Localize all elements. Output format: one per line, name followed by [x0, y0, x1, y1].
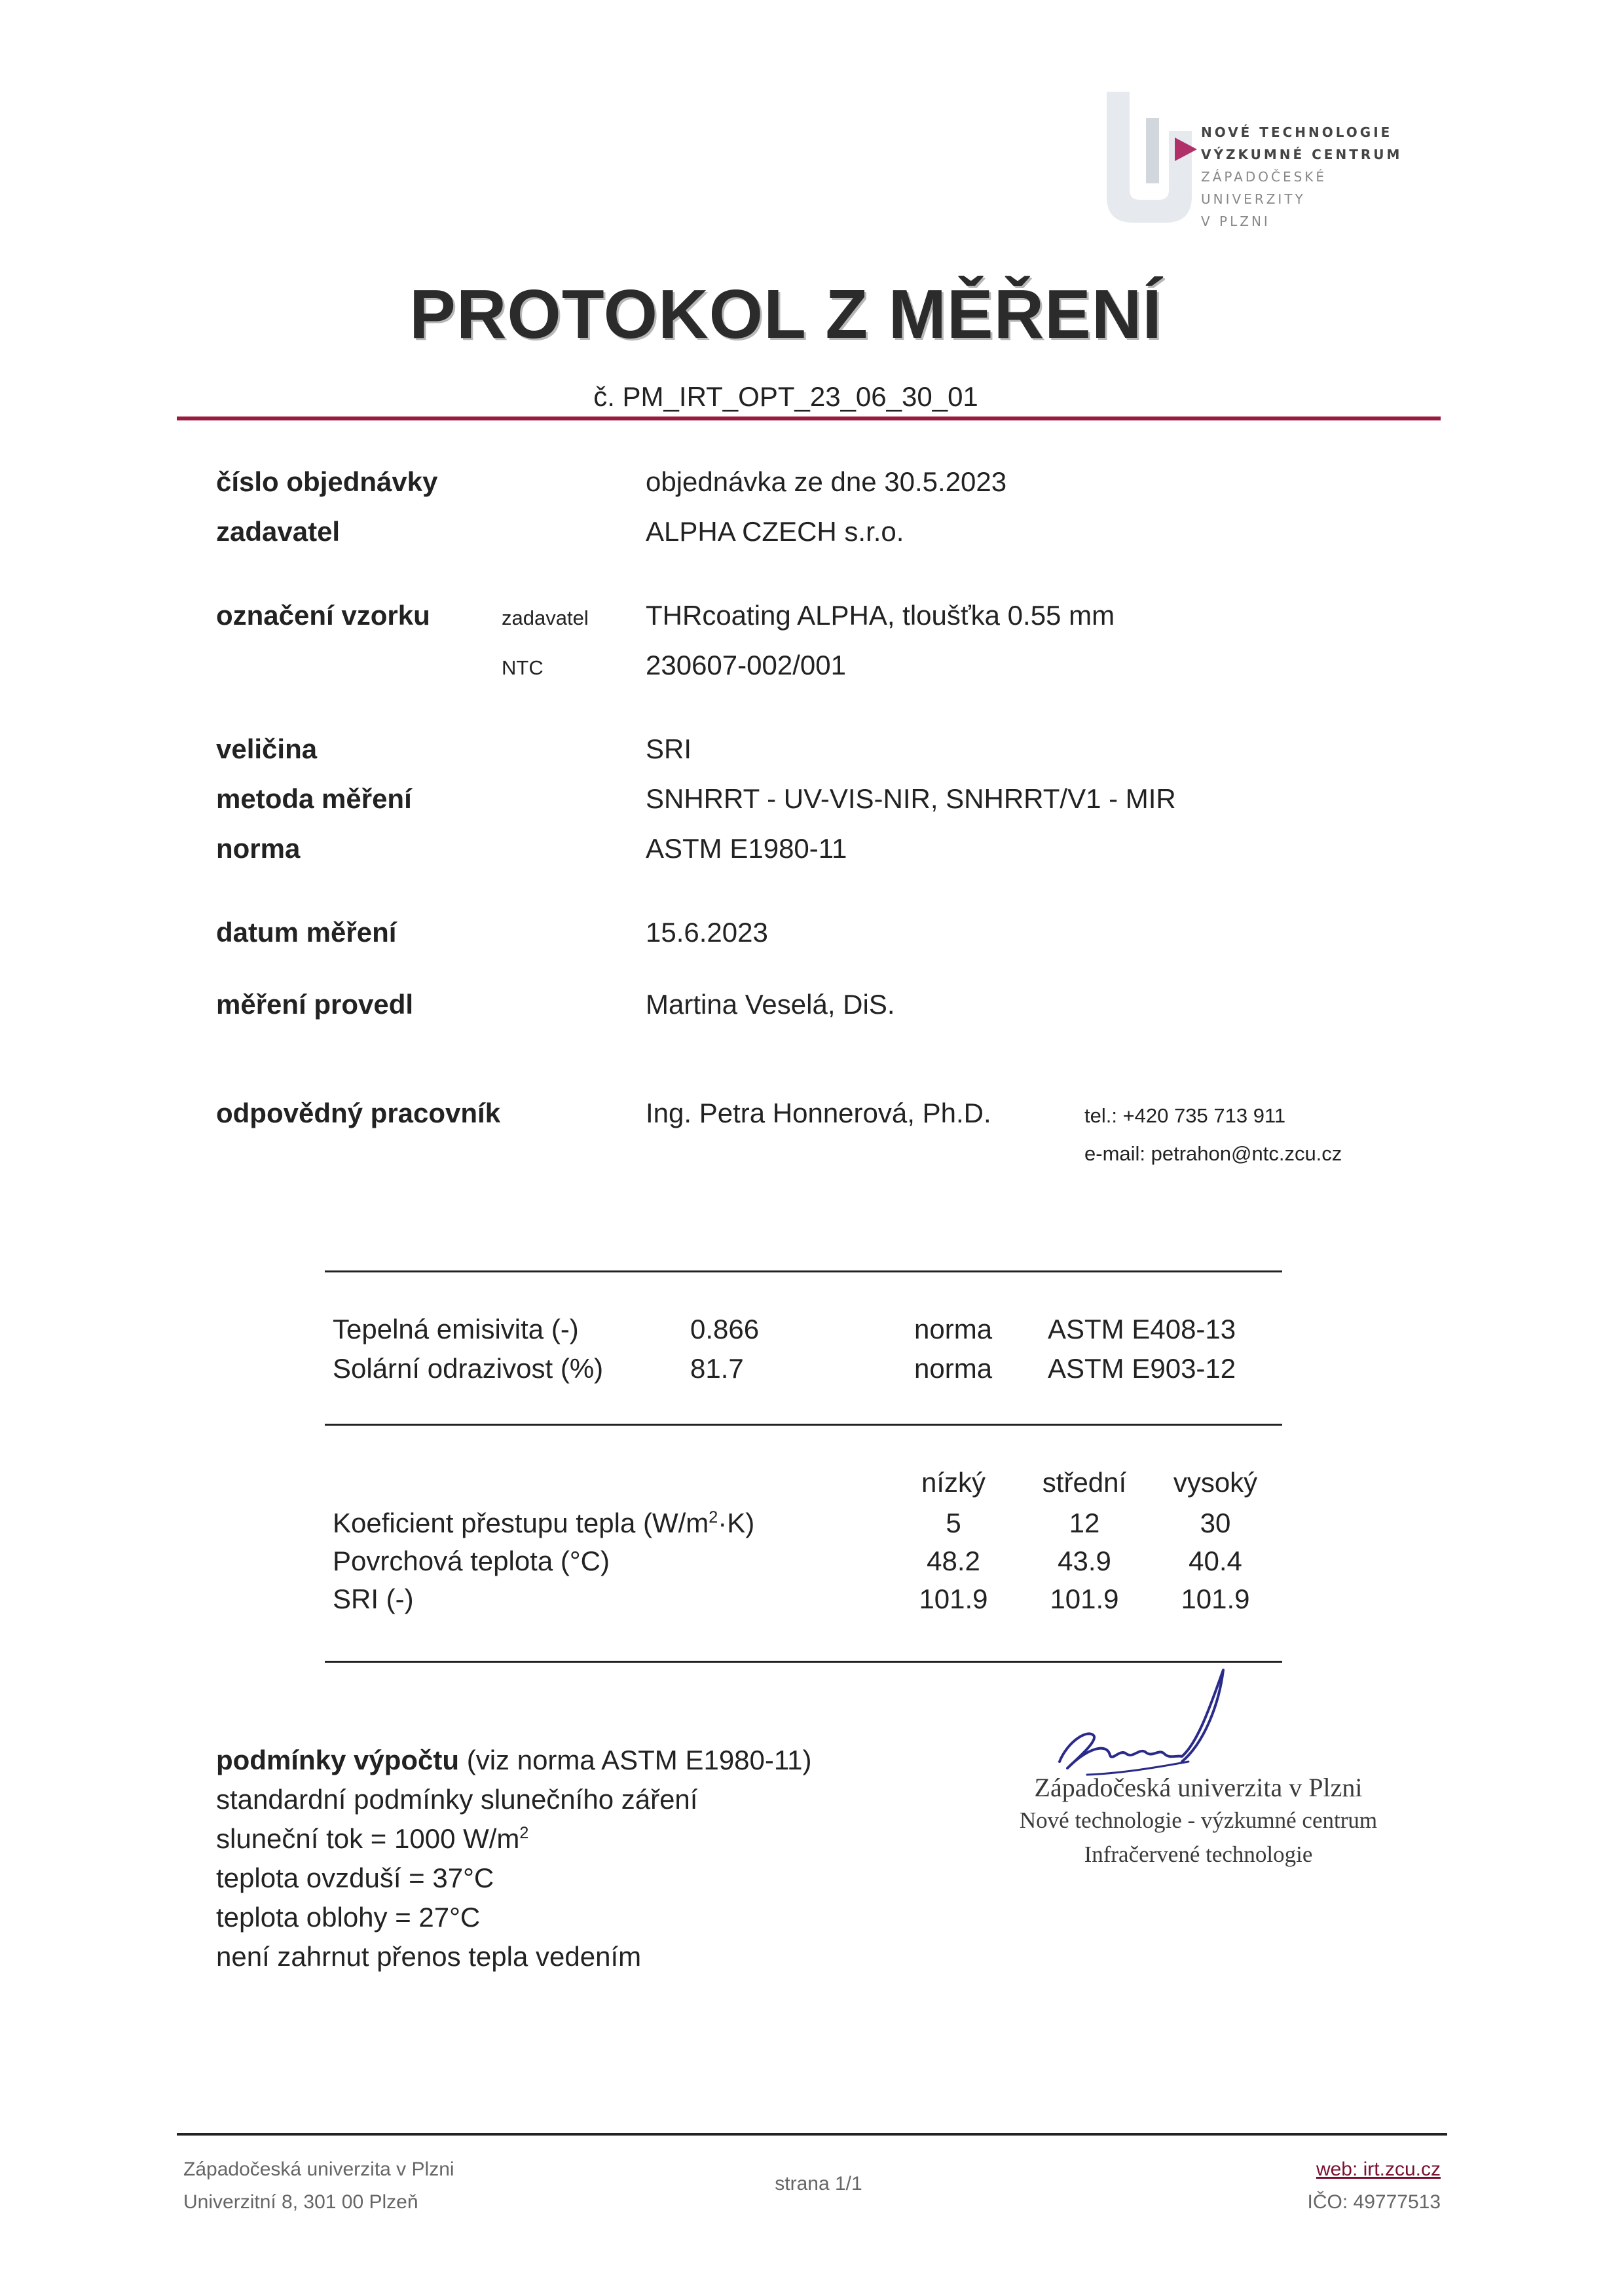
stamp-line-3: Infračervené technologie [1084, 1842, 1313, 1867]
method-label: metoda měření [216, 783, 412, 814]
conditions-line-3: teplota ovzduší = 37°C [216, 1862, 494, 1893]
title-divider [177, 417, 1441, 420]
emissivity-value: 0.866 [690, 1314, 760, 1344]
column-header-low: nízký [921, 1467, 986, 1498]
emissivity-norm: ASTM E408-13 [1048, 1314, 1236, 1344]
performed-label: měření provedl [216, 989, 414, 1020]
method-value: SNHRRT - UV-VIS-NIR, SNHRRT/V1 - MIR [646, 783, 1176, 814]
emissivity-norm-label: norma [914, 1314, 993, 1344]
standard-value: ASTM E1980-11 [646, 833, 847, 864]
stamp-line-2: Nové technologie - výzkumné centrum [1019, 1807, 1378, 1833]
logo-line-2: VÝZKUMNÉ CENTRUM [1201, 147, 1403, 162]
logo-line-1: NOVÉ TECHNOLOGIE [1201, 124, 1393, 140]
column-header-medium: střední [1042, 1467, 1127, 1498]
reflectance-label: Solární odrazivost (%) [333, 1353, 604, 1384]
sample-ntc-sublabel: NTC [502, 656, 544, 679]
handwritten-signature [1048, 1663, 1244, 1788]
conditions-line-5: není zahrnut přenos tepla vedením [216, 1941, 642, 1972]
reflectance-norm-label: norma [914, 1353, 993, 1384]
column-header-high: vysoký [1173, 1467, 1258, 1498]
sample-client-sublabel: zadavatel [502, 606, 589, 629]
contact-phone: tel.: +420 735 713 911 [1084, 1104, 1286, 1127]
standard-label: norma [216, 833, 301, 864]
page-title: PROTOKOL Z MĚŘENÍ [409, 276, 1162, 353]
conditions-line-1: standardní podmínky slunečního záření [216, 1784, 698, 1815]
sample-ntc-value: 230607-002/001 [646, 650, 846, 680]
stamp-line-1: Západočeská univerzita v Plzni [1034, 1773, 1363, 1802]
table-row-label-heat-transfer: Koeficient přestupu tepla $(W/m^2\cdot K)$ [333, 1508, 755, 1538]
reflectance-norm: ASTM E903-12 [1048, 1353, 1236, 1384]
table-row-label-sri: SRI (-) [333, 1583, 414, 1614]
conditions-line-2: sluneční tok = 1000 $W/m^2$ [216, 1823, 529, 1854]
sample-client-value: THRcoating ALPHA, tloušťka 0.55 mm [646, 600, 1115, 631]
order-label: číslo objednávky [216, 466, 438, 497]
conditions-heading: podmínky výpočtu (viz norma ASTM E1980-11) [216, 1745, 812, 1775]
table-cell: 101.9 [1050, 1583, 1119, 1614]
web-link[interactable]: web: irt.zcu.cz [1316, 2158, 1441, 2180]
table-cell: 12 [1069, 1508, 1100, 1538]
page-number: strana 1/1 [775, 2173, 862, 2194]
footer-org-line-2: Univerzitní 8, 301 00 Plzeň [183, 2191, 418, 2213]
table-cell: 101.9 [919, 1583, 988, 1614]
results-bottom-rule [325, 1661, 1282, 1663]
order-value: objednávka ze dne 30.5.2023 [646, 466, 1007, 497]
responsible-value: Ing. Petra Honnerová, Ph.D. [646, 1098, 991, 1128]
client-label: zadavatel [216, 516, 341, 547]
table-cell: 30 [1200, 1508, 1231, 1538]
table-cell: 48.2 [927, 1546, 980, 1576]
responsible-label: odpovědný pracovník [216, 1098, 501, 1128]
performed-value: Martina Veselá, DiS. [646, 989, 895, 1020]
table-row-label-surface-temp: Povrchová teplota (°C) [333, 1546, 610, 1576]
emissivity-label: Tepelná emisivita (-) [333, 1314, 579, 1344]
table-cell: 40.4 [1189, 1546, 1242, 1576]
conditions-line-4: teplota oblohy = 27°C [216, 1902, 481, 1933]
ico-number: IČO: 49777513 [1307, 2191, 1441, 2213]
arrow-icon [1175, 138, 1197, 161]
ntc-logo [1107, 92, 1447, 249]
logo-line-4: UNIVERZITY [1201, 191, 1306, 207]
table-cell: 5 [946, 1508, 961, 1538]
date-value: 15.6.2023 [646, 917, 768, 948]
results-top-rule [325, 1270, 1282, 1272]
reflectance-value: 81.7 [690, 1353, 744, 1384]
results-middle-rule [325, 1424, 1282, 1426]
client-value: ALPHA CZECH s.r.o. [646, 516, 904, 547]
date-label: datum měření [216, 917, 397, 948]
contact-email: e-mail: petrahon@ntc.zcu.cz [1084, 1142, 1342, 1165]
table-cell: 101.9 [1181, 1583, 1250, 1614]
table-cell: 43.9 [1058, 1546, 1111, 1576]
logo-line-5: V PLZNI [1201, 213, 1270, 229]
quantity-label: veličina [216, 733, 318, 764]
sample-label: označení vzorku [216, 600, 430, 631]
quantity-value: SRI [646, 733, 692, 764]
logo-line-3: ZÁPADOČESKÉ [1201, 169, 1327, 185]
footer-divider [177, 2133, 1447, 2136]
protocol-number: č. PM_IRT_OPT_23_06_30_01 [593, 381, 978, 412]
footer-org-line-1: Západočeská univerzita v Plzni [183, 2158, 454, 2180]
